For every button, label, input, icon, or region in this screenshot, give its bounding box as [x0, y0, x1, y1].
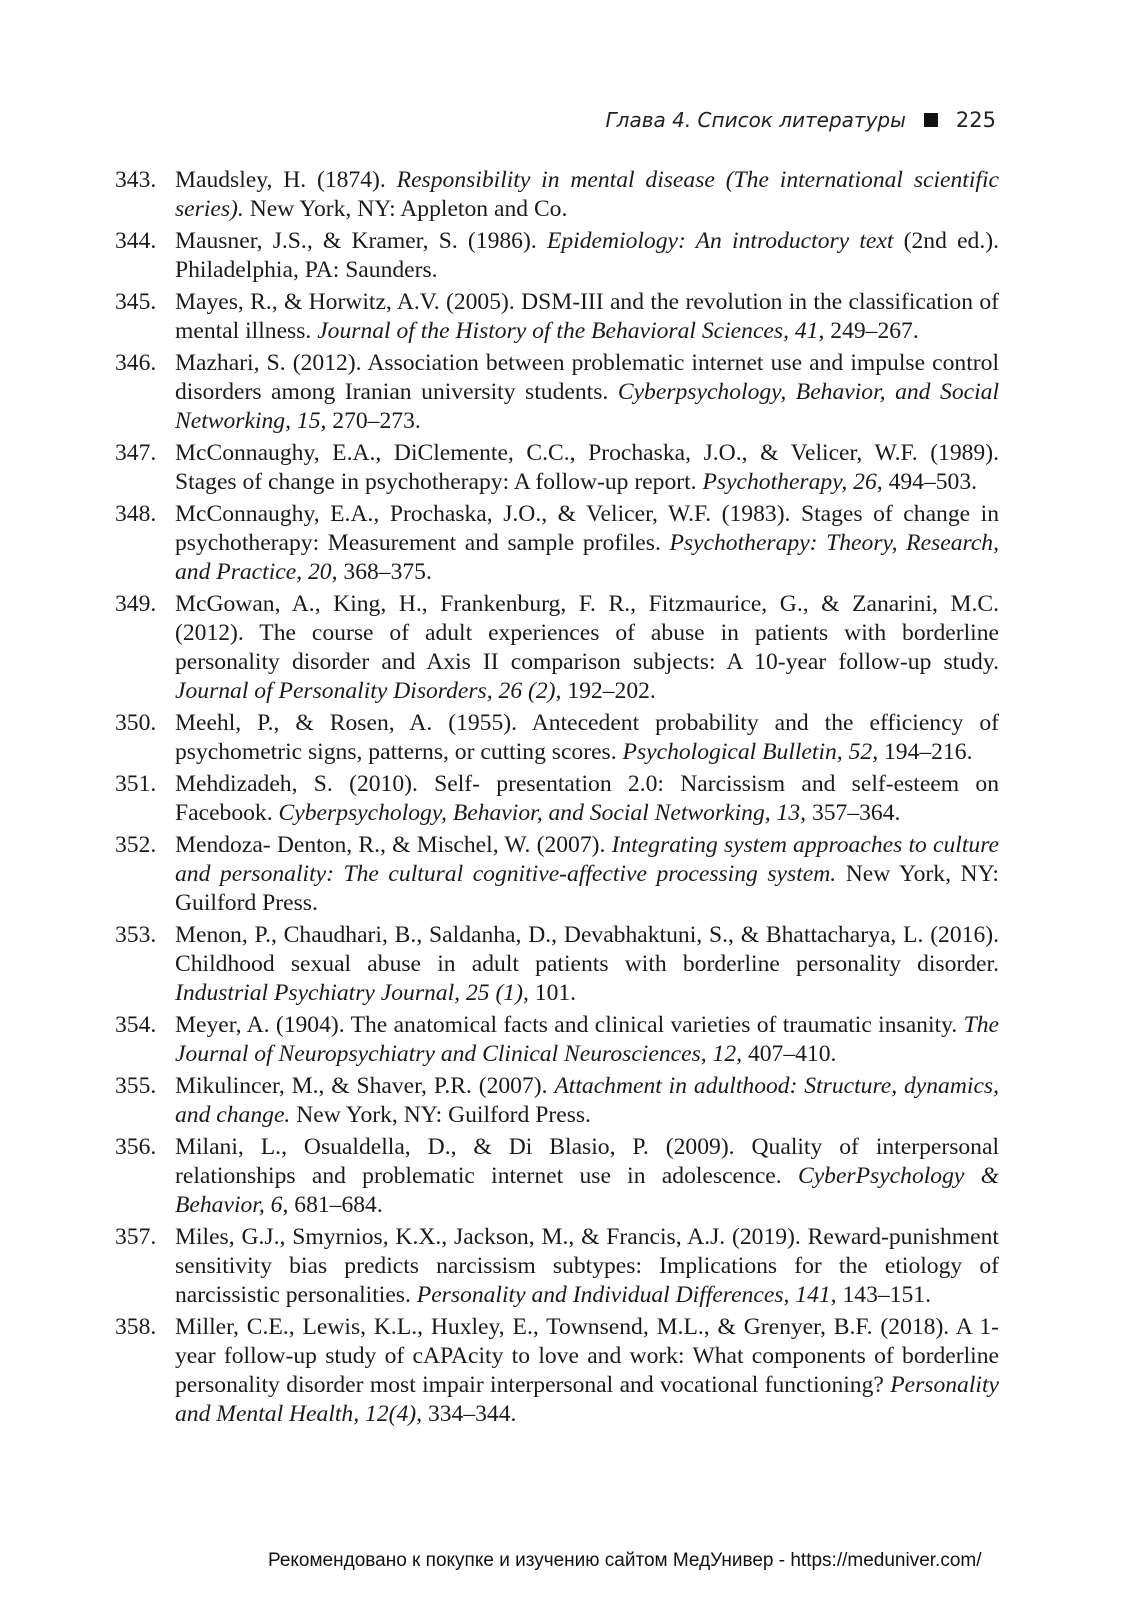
reference-segment: Miles, G.J., Smyrnios, K.X., Jackson, M., & Francis, A.J. (2019). Reward-punishment sensitivity bias predicts narcissism subtypes: Implications for the etiology of narcissistic personalities. [175, 1224, 999, 1308]
reference-source: Integrating system approaches to culture and personality: The cultural cognitive-affective processing system. [175, 832, 999, 887]
reference-segment: 494–503. [882, 469, 978, 495]
reference-number: 351. [115, 771, 157, 797]
reference-number: 347. [115, 440, 157, 466]
reference-number: 345. [115, 289, 157, 315]
reference-number: 358. [115, 1314, 157, 1340]
reference-segment: 368–375. [337, 559, 432, 585]
reference-text [175, 1072, 999, 1130]
reference-number: 348. [115, 501, 157, 527]
reference-segment: 194–216. [878, 739, 973, 765]
reference-text [175, 500, 999, 587]
reference-segment: 407–410. [742, 1041, 837, 1067]
footer-note: Рекомендовано к покупке и изучению сайтом МедУнивер - https://meduniver.com/ [268, 1550, 982, 1571]
reference-list [115, 166, 999, 1432]
reference-item [115, 227, 999, 285]
reference-text [175, 288, 999, 346]
reference-source: The Journal of Neuropsychiatry and Clinical Neurosciences, 12, [175, 1012, 999, 1067]
reference-segment: Miller, C.E., Lewis, K.L., Huxley, E., Townsend, M.L., & Grenyer, B.F. (2018). A 1-year follow-up study of cAPAcity to love and work: What components of borderline personality disorder most impair interpersonal and vocational functioning? [175, 1314, 999, 1398]
reference-item [115, 166, 999, 224]
reference-item [115, 921, 999, 1008]
reference-source: Psychotherapy, 26, [702, 469, 883, 495]
reference-number: 349. [115, 591, 157, 617]
reference-source: Attachment in adulthood: Structure, dynamics, and change. [175, 1073, 999, 1128]
reference-number: 353. [115, 922, 157, 948]
reference-segment: 101. [528, 980, 577, 1006]
reference-segment: McConnaughy, E.A., Prochaska, J.O., & Velicer, W.F. (1983). Stages of change in psychotherapy: Measurement and sample profiles. [175, 501, 999, 556]
reference-source: Psychotherapy: Theory, Research, and Practice, 20, [175, 530, 999, 585]
reference-source: Journal of Personality Disorders, 26 (2), [175, 678, 562, 704]
reference-segment: Maudsley, H. (1874). [175, 167, 397, 193]
reference-segment: Mausner, J.S., & Kramer, S. (1986). [175, 228, 547, 254]
reference-segment: 192–202. [561, 678, 656, 704]
reference-segment: Mayes, R., & Horwitz, A.V. (2005). DSM-III and the revolution in the classification of mental illness. [175, 289, 999, 344]
reference-segment: New York, NY: Guilford Press. [290, 1102, 591, 1128]
reference-number: 352. [115, 832, 157, 858]
reference-source: Personality and Mental Health, 12(4), [175, 1372, 999, 1427]
reference-text [175, 921, 999, 1008]
reference-number: 343. [115, 167, 157, 193]
reference-item [115, 439, 999, 497]
reference-item [115, 770, 999, 828]
reference-segment: (2nd ed.). Philadelphia, PA: Saunders. [175, 228, 999, 283]
reference-number: 355. [115, 1073, 157, 1099]
running-header [606, 108, 996, 132]
reference-source: Cyberpsychology, Behavior, and Social Networking, 15, [175, 379, 1000, 434]
reference-item [115, 1072, 999, 1130]
reference-source: Journal of the History of the Behavioral Sciences, 41, [317, 318, 825, 344]
reference-text [175, 1223, 999, 1310]
reference-segment: New York, NY: Guilford Press. [175, 861, 999, 916]
reference-item [115, 1223, 999, 1310]
reference-source: Cyberpsychology, Behavior, and Social Networking, 13, [278, 800, 807, 826]
reference-segment: 334–344. [422, 1401, 517, 1427]
reference-item [115, 1313, 999, 1429]
reference-segment: Meyer, A. (1904). The anatomical facts and clinical varieties of traumatic insanity. [175, 1012, 964, 1038]
reference-source: Epidemiology: An introductory text [546, 228, 894, 254]
reference-segment: New York, NY: Appleton and Co. [243, 196, 568, 222]
reference-segment: 357–364. [806, 800, 901, 826]
reference-text [175, 439, 999, 497]
reference-item [115, 831, 999, 918]
reference-text [175, 166, 999, 224]
reference-segment: Mazhari, S. (2012). Association between problematic internet use and impulse control disorders among Iranian university students. [175, 350, 999, 405]
reference-segment: Mikulincer, M., & Shaver, P.R. (2007). [175, 1073, 555, 1099]
reference-segment: McConnaughy, E.A., DiClemente, C.C., Prochaska, J.O., & Velicer, W.F. (1989). Stages of change in psychotherapy: A follow-up report. [175, 440, 999, 495]
page-number: 225 [955, 108, 996, 132]
reference-item [115, 500, 999, 587]
reference-source: Psychological Bulletin, 52, [622, 739, 879, 765]
reference-segment: 270–273. [326, 408, 421, 434]
reference-source: Responsibility in mental disease (The international scientific series). [175, 167, 999, 222]
reference-segment: 143–151. [836, 1282, 931, 1308]
reference-segment: Milani, L., Osualdella, D., & Di Blasio, P. (2009). Quality of interpersonal relationships and problematic internet use in adolescence. [175, 1134, 999, 1189]
reference-segment: Meehl, P., & Rosen, A. (1955). Antecedent probability and the efficiency of psychometric signs, patterns, or cutting scores. [175, 710, 999, 765]
reference-number: 350. [115, 710, 157, 736]
reference-text [175, 831, 999, 918]
reference-number: 344. [115, 228, 157, 254]
reference-item [115, 590, 999, 706]
reference-segment: McGowan, A., King, H., Frankenburg, F. R., Fitzmaurice, G., & Zanarini, M.C. (2012). The course of adult experiences of abuse in patients with borderline personality disorder and Axis II comparison subjects: A 10-year follow-up study. [175, 591, 999, 675]
reference-segment: Mehdizadeh, S. (2010). Self- presentation 2.0: Narcissism and self-esteem on Facebook. [175, 771, 999, 826]
square-bullet-icon [924, 113, 938, 127]
reference-text [175, 1133, 999, 1220]
reference-item [115, 288, 999, 346]
reference-source: CyberPsychology & Behavior, 6, [175, 1163, 999, 1218]
reference-text [175, 227, 999, 285]
reference-number: 346. [115, 350, 157, 376]
reference-item [115, 349, 999, 436]
reference-text [175, 1011, 999, 1069]
reference-item [115, 709, 999, 767]
reference-text [175, 709, 999, 767]
reference-item [115, 1133, 999, 1220]
reference-segment: 249–267. [824, 318, 919, 344]
reference-text [175, 770, 999, 828]
chapter-title: Глава 4. Список литературы [605, 108, 906, 132]
reference-source: Personality and Individual Differences, 141, [416, 1282, 837, 1308]
reference-item [115, 1011, 999, 1069]
reference-text [175, 349, 999, 436]
reference-segment: Mendoza- Denton, R., & Mischel, W. (2007). [175, 832, 612, 858]
reference-text [175, 1313, 999, 1429]
reference-number: 357. [115, 1224, 157, 1250]
reference-text [175, 590, 999, 706]
reference-number: 354. [115, 1012, 157, 1038]
reference-number: 356. [115, 1134, 157, 1160]
reference-segment: 681–684. [288, 1192, 383, 1218]
reference-source: Industrial Psychiatry Journal, 25 (1), [175, 980, 529, 1006]
reference-segment: Menon, P., Chaudhari, B., Saldanha, D., Devabhaktuni, S., & Bhattacharya, L. (2016). Childhood sexual abuse in adult patients with borderline personality disorder. [175, 922, 999, 977]
